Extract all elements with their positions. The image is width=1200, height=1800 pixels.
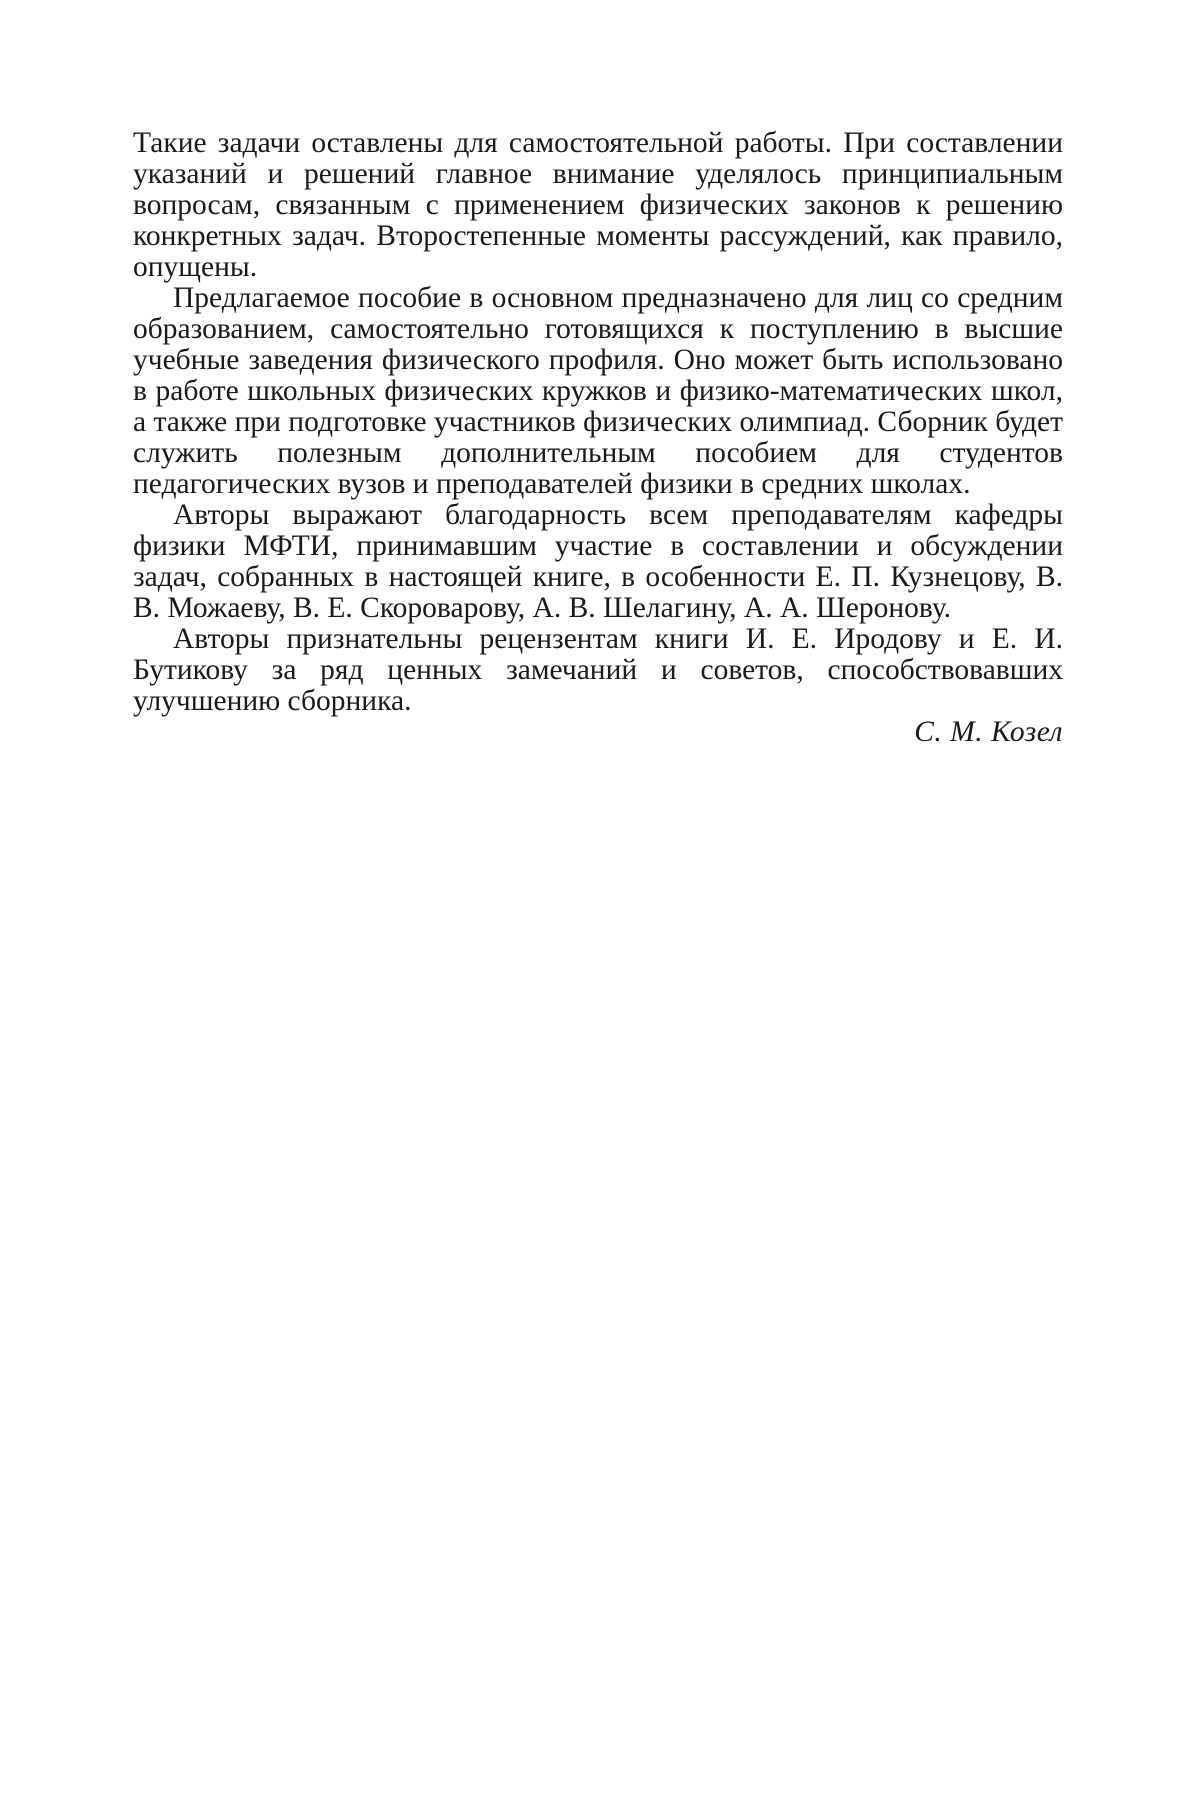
paragraph-purpose: Предлагаемое пособие в основном предназначено для лиц со средним образованием, самостоятельно готовящихся к поступлению в высшие учебные заведения физического профиля. Оно может быть использовано в работе школьных физических кружков и физико-математических школ, а также при подготовке участников физических олимпиад. Сборник будет служить полезным дополнительным пособием для студентов педагогических вузов и преподавателей физики в средних школах.: [133, 282, 1064, 500]
paragraph-reviewers: Авторы признательны рецензентам книги И. Е. Иродову и Е. И. Бутикову за ряд ценных замечаний и советов, способствовавших улучшению сборника.: [133, 623, 1063, 717]
paragraph-acknowledgements: Авторы выражают благодарность всем преподавателям кафедры физики МФТИ, принимавшим участие в составлении и обсуждении задач, собранных в настоящей книге, в особенности Е. П. Кузнецову, В. В. Можаеву, В. Е. Скороварову, А. В. Шелагину, А. А. Шеронову.: [133, 499, 1063, 624]
author-signature: С. М. Козел: [914, 716, 1063, 748]
paragraph-intro: Такие задачи оставлены для самостоятельной работы. При составлении указаний и решений главное внимание уделялось принципиальным вопросам, связанным с применением физических законов к решению конкретных задач. Второстепенные моменты рассуждений, как правило, опущены.: [133, 127, 1063, 283]
preface-text: [133, 128, 1063, 748]
